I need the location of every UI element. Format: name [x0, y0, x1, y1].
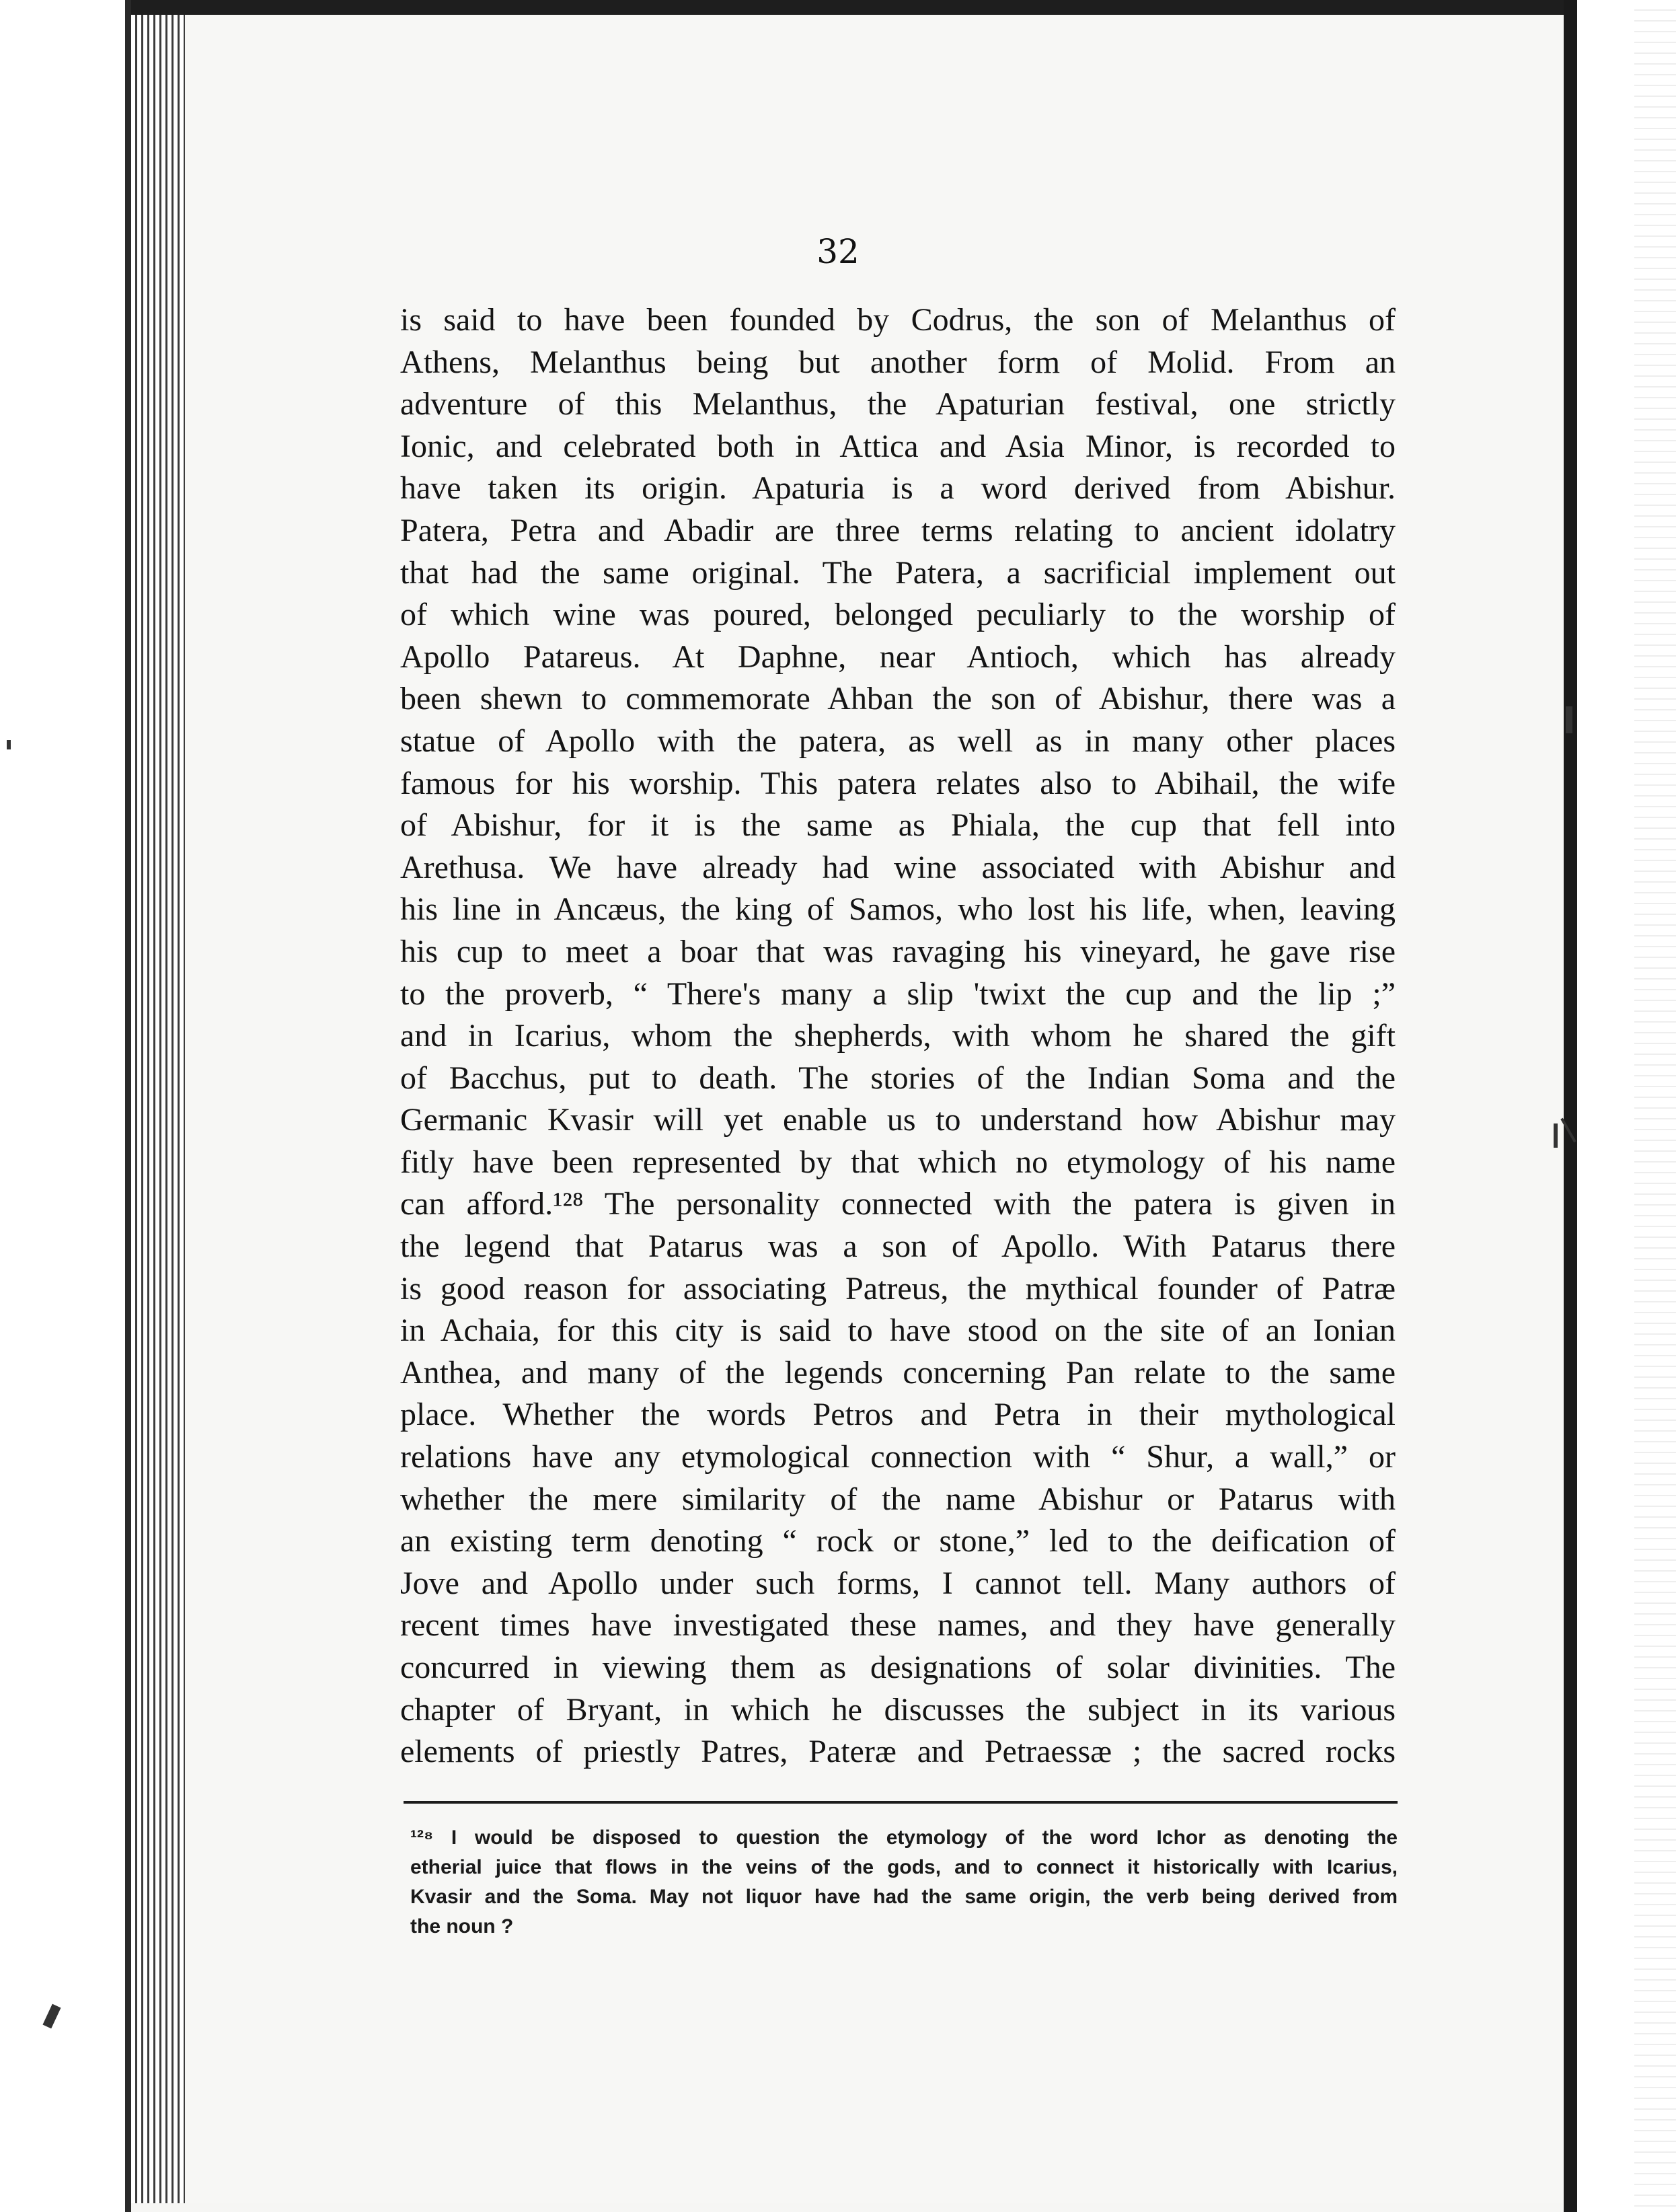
- top-scan-border: [131, 0, 1570, 15]
- footnote-line: the noun ?: [410, 1915, 514, 1938]
- text-line: his line in Ancæus, the king of Samos, who lost his life, when, leaving: [400, 891, 1396, 928]
- text-line: and in Icarius, whom the shepherds, with whom he shared the gift: [400, 1018, 1396, 1054]
- text-line: is said to have been founded by Codrus, the son of Melanthus of: [400, 302, 1396, 338]
- text-line: chapter of Bryant, in which he discusses the subject in its various: [400, 1691, 1396, 1728]
- text-line: elements of priestly Patres, Pateræ and Petraessæ ; the sacred rocks: [400, 1734, 1396, 1770]
- text-line: Arethusa. We have already had wine associated with Abishur and: [400, 849, 1396, 885]
- adjacent-page-strip: [1634, 0, 1676, 2212]
- right-scan-border: [1564, 0, 1577, 2212]
- text-line: can afford.¹²⁸ The personality connected with the patera is given in: [400, 1186, 1396, 1222]
- text-line: statue of Apollo with the patera, as well as in many other places: [400, 723, 1396, 759]
- text-line: have taken its origin. Apaturia is a word derived from Abishur.: [400, 470, 1396, 507]
- text-line: fitly have been represented by that which no etymology of his name: [400, 1144, 1396, 1180]
- text-line: his cup to meet a boar that was ravaging his vineyard, he gave rise: [400, 933, 1396, 969]
- page-stack-edge: [131, 13, 185, 2203]
- text-line: to the proverb, “ There's many a slip 'twixt the cup and the lip ;”: [400, 975, 1396, 1012]
- text-line: Jove and Apollo under such forms, I cannot tell. Many authors of: [400, 1565, 1396, 1601]
- text-line: place. Whether the words Petros and Petra in their mythological: [400, 1397, 1396, 1433]
- footnote-line: etherial juice that flows in the veins of the gods, and to connect it historically with Icarius,: [410, 1856, 1398, 1878]
- footnote-line: Kvasir and the Soma. May not liquor have had the same origin, the verb being derived from: [410, 1886, 1398, 1908]
- scan-speck: [7, 740, 11, 749]
- text-line: Anthea, and many of the legends concerning Pan relate to the same: [400, 1354, 1396, 1391]
- text-line: Athens, Melanthus being but another form of Molid. From an: [400, 344, 1396, 380]
- text-line: famous for his worship. This patera relates also to Abihail, the wife: [400, 765, 1396, 801]
- text-line: is good reason for associating Patreus, the mythical founder of Patræ: [400, 1270, 1396, 1306]
- text-line: an existing term denoting “ rock or stone,” led to the deification of: [400, 1523, 1396, 1559]
- text-line: in Achaia, for this city is said to have stood on the site of an Ionian: [400, 1313, 1396, 1349]
- text-line: Germanic Kvasir will yet enable us to understand how Abishur may: [400, 1102, 1396, 1138]
- text-line: of Bacchus, put to death. The stories of the Indian Soma and the: [400, 1060, 1396, 1096]
- text-line: Ionic, and celebrated both in Attica and Asia Minor, is recorded to: [400, 428, 1396, 464]
- text-line: concurred in viewing them as designations of solar divinities. The: [400, 1650, 1396, 1685]
- footnote: [410, 1823, 1398, 1942]
- text-line: that had the same original. The Patera, a sacrificial implement out: [400, 554, 1396, 591]
- footnote-rule: [404, 1801, 1398, 1804]
- text-line: adventure of this Melanthus, the Apaturian festival, one strictly: [400, 386, 1396, 422]
- scan-speck: [1554, 1123, 1558, 1148]
- text-line: recent times have investigated these names, and they have generally: [400, 1607, 1396, 1644]
- text-line: whether the mere similarity of the name Abishur or Patarus with: [400, 1481, 1396, 1517]
- text-line: relations have any etymological connection with “ Shur, a wall,” or: [400, 1439, 1396, 1475]
- text-line: been shewn to commemorate Ahban the son of Abishur, there was a: [400, 681, 1396, 717]
- page-number: 32: [816, 232, 860, 271]
- binding-edge: [0, 0, 131, 2212]
- text-line: of which wine was poured, belonged peculiarly to the worship of: [400, 597, 1396, 633]
- text-line: of Abishur, for it is the same as Phiala, the cup that fell into: [400, 807, 1396, 844]
- body-text: [400, 299, 1396, 1773]
- footnote-line: ¹²⁸ I would be disposed to question the etymology of the word Ichor as denoting the: [410, 1827, 1398, 1849]
- text-line: Apollo Patareus. At Daphne, near Antioch, which has already: [400, 638, 1396, 675]
- text-line: the legend that Patarus was a son of Apollo. With Patarus there: [400, 1228, 1396, 1265]
- scan-speck: [1566, 706, 1572, 733]
- text-line: Patera, Petra and Abadir are three terms relating to ancient idolatry: [400, 512, 1396, 548]
